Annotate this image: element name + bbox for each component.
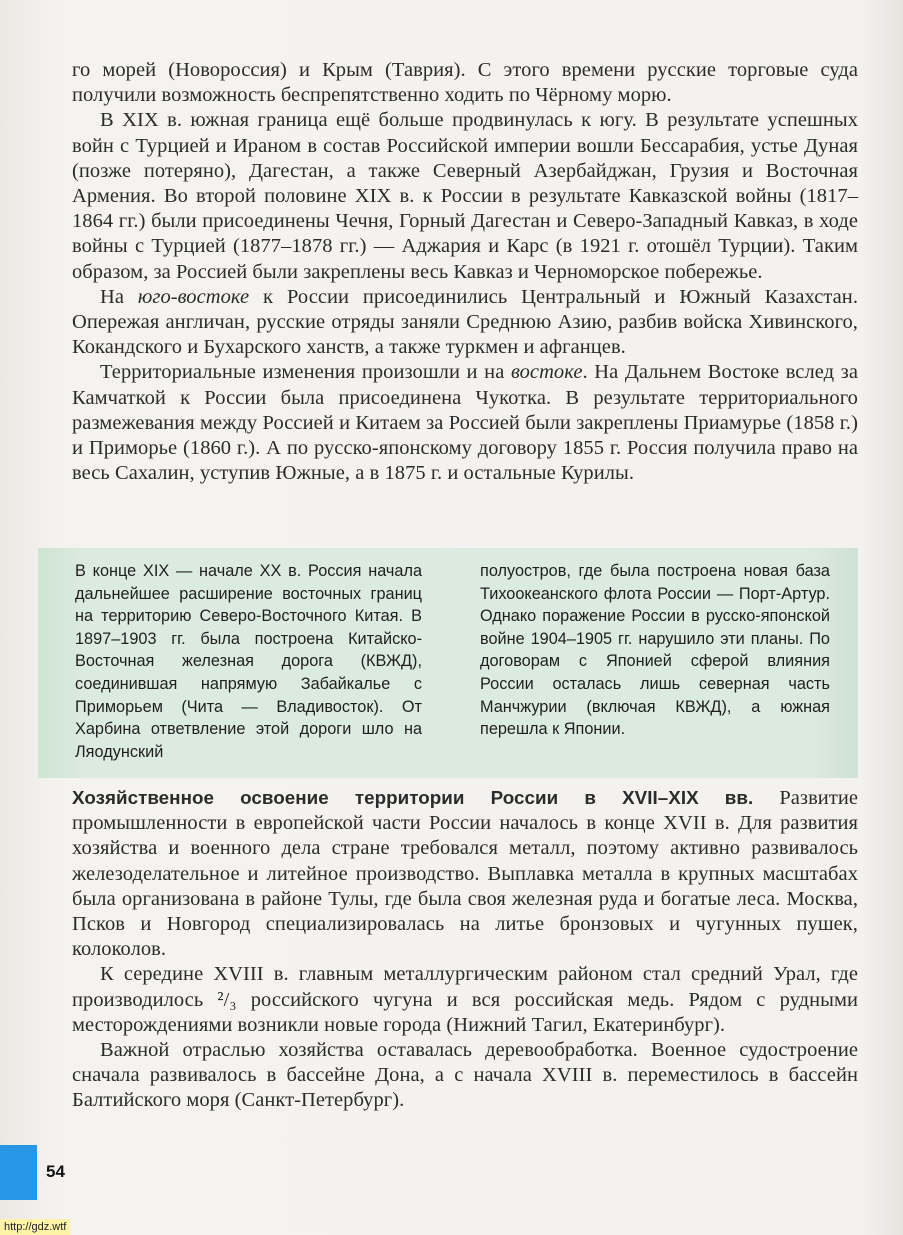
paragraph-3-start: На [100,285,138,308]
section-paragraph-2-rest: российского чугуна и вся российская медь. Рядом с рудными месторождениями возникли новые города (Нижний Тагил, Екатеринбург). [72,988,858,1036]
fraction-two-thirds: ²/₃ [217,988,237,1011]
paragraph-4 [72,360,858,486]
paragraph-4-start: Территориальные изменения произошли и на [100,361,511,384]
section-paragraph-2-start: К середине XVIII в. главным металлургическим районом стал средний Урал, где производилось [72,963,858,1011]
page-edge-tab [0,1145,37,1200]
paragraph-3-rest: к России присоединились Центральный и Южный Казахстан. Опережая англичан, русские отряды заняли Среднюю Азию, разбив войска Хивинского, Кокандского и Бухарского ханств, а также туркмен и афганцев. [72,285,859,359]
section-paragraph-2 [72,962,858,1038]
emphasis-south-east: юго-востоке [137,285,250,308]
info-box-column-2: полуостров, где была построена новая база Тихоокеанского флота России — Порт-Артур. Однако поражение России в русско-японской войне 1904–1905 гг. нарушило эти планы. По договорам с Японией сферой влияния России осталась лишь северная часть Манчжурии (включая КВЖД), а южная перешла к Японии. [480,562,830,739]
page-number: 54 [46,1162,65,1181]
section-paragraph-3: Важной отраслью хозяйства оставалась деревообработка. Военное судостроение сначала развивалось в бассейне Дона, а с начала XVIII в. переместилось в бассейн Балтийского моря (Санкт-Петербург). [72,1039,858,1112]
section-paragraph-1-text: Развитие промышленности в европейской части России началось в конце XVII в. Для развития хозяйства и военного дела стране требовался металл, поэтому активно развивалось железоделательное и литейное производство. Выплавка металла в крупных масштабах была организована в районе Тулы, где была своя железная руда и богатые леса. Москва, Псков и Новгород специализировалась на литье бронзовых и чугунных пушек, колоколов. [72,787,859,961]
paragraph-2: В XIX в. южная граница ещё больше продвинулась к югу. В результате успешных войн с Турцией и Ираном в состав Российской империи вошли Бессарабия, устье Дуная (позже потеряно), Дагестан, а также Северный Азербайджан, Грузия и Восточная Армения. Во второй половине XIX в. к России в результате Кавказской войны (1817–1864 гг.) были присоединены Чечня, Горный Дагестан и Северо-Западный Кавказ, в ходе войны с Турцией (1877–1878 гг.) — Аджария и Карс (в 1921 г. отошёл Турции). Таким образом, за Россией были закреплены весь Кавказ и Черноморское побережье. [72,109,858,283]
info-box-column-1: В конце XIX — начале XX в. Россия начала дальнейшее расширение восточных границ на территорию Северо-Восточного Китая. В 1897–1903 гг. была построена Китайско-Восточная железная дорога (КВЖД), соединившая напрямую Забайкалье с Приморьем (Чита — Владивосток). От Харбина ответвление этой дороги шло на Ляодунский [75,562,422,761]
paragraph-1: го морей (Новороссия) и Крым (Таврия). С этого времени русские торговые суда получили возможность беспрепятственно ходить по Чёрному морю. [72,59,858,107]
paragraph-4-rest: . На Дальнем Востоке вслед за Камчаткой к России была присоединена Чукотка. В результате территориального размежевания между Россией и Китаем за Россией были закреплены Приамурье (1858 г.) и Приморье (1860 г.). А по русско-японскому договору 1855 г. Россия получила право на весь Сахалин, уступив Южные, а в 1875 г. и остальные Курилы. [72,361,858,485]
emphasis-east: востоке [510,361,583,384]
main-text-lower [72,785,858,1114]
info-box [38,548,858,778]
main-text-upper [72,58,858,486]
watermark-link[interactable]: http://gdz.wtf [0,1219,70,1235]
section-heading: Хозяйственное освоение территории России в XVII–XIX вв. [72,787,754,808]
section-paragraph-1 [72,785,858,962]
paragraph-3 [72,285,858,361]
